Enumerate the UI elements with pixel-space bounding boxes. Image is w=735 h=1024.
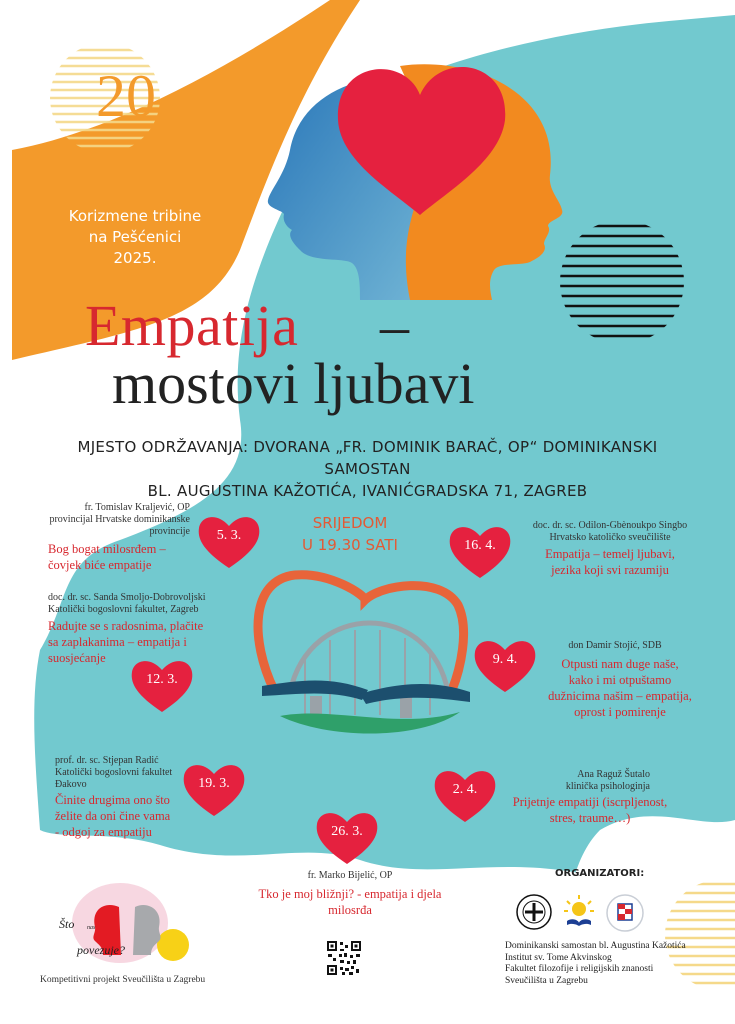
topic-line: Radujte se s radosnima, plačite <box>48 619 204 633</box>
schedule-line-1: SRIJEDOM <box>312 514 388 532</box>
date-label: 9. 4. <box>492 652 518 667</box>
date-label: 2. 4. <box>452 782 478 797</box>
venue-line-1: MJESTO ODRŽAVANJA: DVORANA „FR. DOMINIK BARAČ, OP“ DOMINIKANSKI SAMOSTAN <box>77 438 658 478</box>
speaker-role: Katolički bogoslovni fakultet <box>55 767 173 778</box>
organizers-title: ORGANIZATORI: <box>555 868 645 879</box>
dominican-seal-icon <box>515 893 553 931</box>
talk-7-speaker <box>505 520 715 544</box>
organizer-line: Fakultet filozofije i religijskih znanosti <box>505 964 654 974</box>
speaker-role: Katolički bogoslovni fakultet, Zagreb <box>48 604 199 615</box>
date-label: 16. 4. <box>464 538 496 553</box>
speaker-role: provincije <box>149 526 190 537</box>
project-logo <box>55 875 195 970</box>
topic-line: - odgoj za empatiju <box>55 825 152 839</box>
series-label <box>60 206 210 269</box>
project-logo-word-2: nas <box>87 925 96 931</box>
topic-line: Prijetnje empatiji (iscrpljenost, <box>512 795 668 809</box>
date-heart-12-3 <box>130 656 194 714</box>
talk-7-topic <box>515 546 705 578</box>
talk-5-topic <box>495 794 685 826</box>
talk-1-topic <box>48 541 218 573</box>
speaker-name: fr. Marko Bijelić, OP <box>307 870 393 881</box>
speaker-name: don Damir Stojić, SDB <box>568 640 662 651</box>
organizer-line: Sveučilišta u Zagrebu <box>505 975 588 986</box>
date-heart-26-3 <box>315 808 379 866</box>
date-heart-16-4 <box>448 522 512 580</box>
date-label: 19. 3. <box>198 776 230 791</box>
date-label: 5. 3. <box>216 528 242 543</box>
topic-line: Bog bogat milosrđem – <box>48 542 166 556</box>
topic-line: Empatija – temelj ljubavi, <box>545 547 675 561</box>
organizers-list <box>505 941 686 987</box>
speaker-name: prof. dr. sc. Stjepan Radić <box>55 755 159 766</box>
date-heart-2-4 <box>433 766 497 824</box>
speaker-role: klinička psihologinja <box>565 781 650 792</box>
topic-line: kako i mi otpuštamo <box>568 673 672 687</box>
project-caption: Kompetitivni projekt Sveučilišta u Zagrebu <box>40 975 206 985</box>
project-logo-word-1: Što <box>59 917 75 931</box>
topic-line: suosjećanje <box>48 651 106 665</box>
talk-1-speaker <box>20 502 190 538</box>
talk-6-speaker <box>540 640 690 652</box>
project-logo-word-3: povezuje? <box>77 943 125 957</box>
speaker-name: doc. dr. sc. Sanda Smoljo-Dobrovoljski <box>48 592 206 603</box>
organizer-line: Institut sv. Tome Akvinskog <box>505 952 612 963</box>
topic-line: Tko je moj bližnji? - empatija i djela <box>258 887 442 901</box>
date-heart-19-3 <box>182 760 246 818</box>
speaker-name: fr. Tomislav Kraljević, OP <box>84 502 190 513</box>
series-line-3: 2025. <box>113 249 157 267</box>
organizer-line: Dominikanski samostan bl. Augustina Kažotića <box>505 941 686 951</box>
title-line-1: Empatija <box>85 293 299 358</box>
topic-line: Otpusti nam duge naše, <box>561 657 679 671</box>
schedule-note <box>290 512 410 556</box>
speaker-role: Đakovo <box>55 779 87 790</box>
venue-info <box>40 436 695 502</box>
topic-line: čovjek biće empatije <box>48 558 152 572</box>
date-heart-9-4 <box>473 636 537 694</box>
qr-code <box>326 940 362 976</box>
topic-line: dužnicima našim – empatija, <box>548 689 692 703</box>
talk-6-topic <box>530 656 710 720</box>
date-label: 26. 3. <box>331 824 363 839</box>
talk-4-speaker <box>230 870 470 882</box>
title-dash: – <box>380 293 409 358</box>
topic-line: jezika koji svi razumiju <box>551 563 669 577</box>
speaker-name: Ana Raguž Šutalo <box>577 769 650 780</box>
topic-line: stres, traume…) <box>549 811 631 825</box>
date-heart-5-3 <box>197 512 261 570</box>
topic-line: sa zaplakanima – empatija i <box>48 635 187 649</box>
speaker-name: doc. dr. sc. Odilon-Gbènoukpo Singbo <box>532 520 688 531</box>
faculty-crest-icon <box>605 893 645 933</box>
venue-line-2: BL. AUGUSTINA KAŽOTIĆA, IVANIĆGRADSKA 71, ZAGREB <box>147 482 588 500</box>
date-label: 12. 3. <box>146 672 178 687</box>
talk-4-topic <box>220 886 480 918</box>
topic-line: oprost i pomirenje <box>574 705 666 719</box>
schedule-line-2: U 19.30 SATI <box>302 536 398 554</box>
speaker-role: Hrvatsko katoličko sveučilište <box>549 532 671 543</box>
speaker-role: provincijal Hrvatske dominikanske <box>49 514 190 525</box>
series-line-2: na Pešćenici <box>88 228 182 246</box>
project-logo-graphic <box>55 875 195 970</box>
topic-line: milosrđa <box>328 903 372 917</box>
talk-5-speaker <box>500 769 650 793</box>
title-line-2: mostovi ljubavi <box>112 351 475 416</box>
talk-2-speaker <box>48 592 248 616</box>
institute-sun-icon <box>561 893 597 929</box>
topic-line: želite da oni čine vama <box>55 809 171 823</box>
topic-line: Činite drugima ono što <box>55 793 170 807</box>
series-line-1: Korizmene tribine <box>68 207 202 225</box>
edition-number: 20 <box>96 63 156 129</box>
